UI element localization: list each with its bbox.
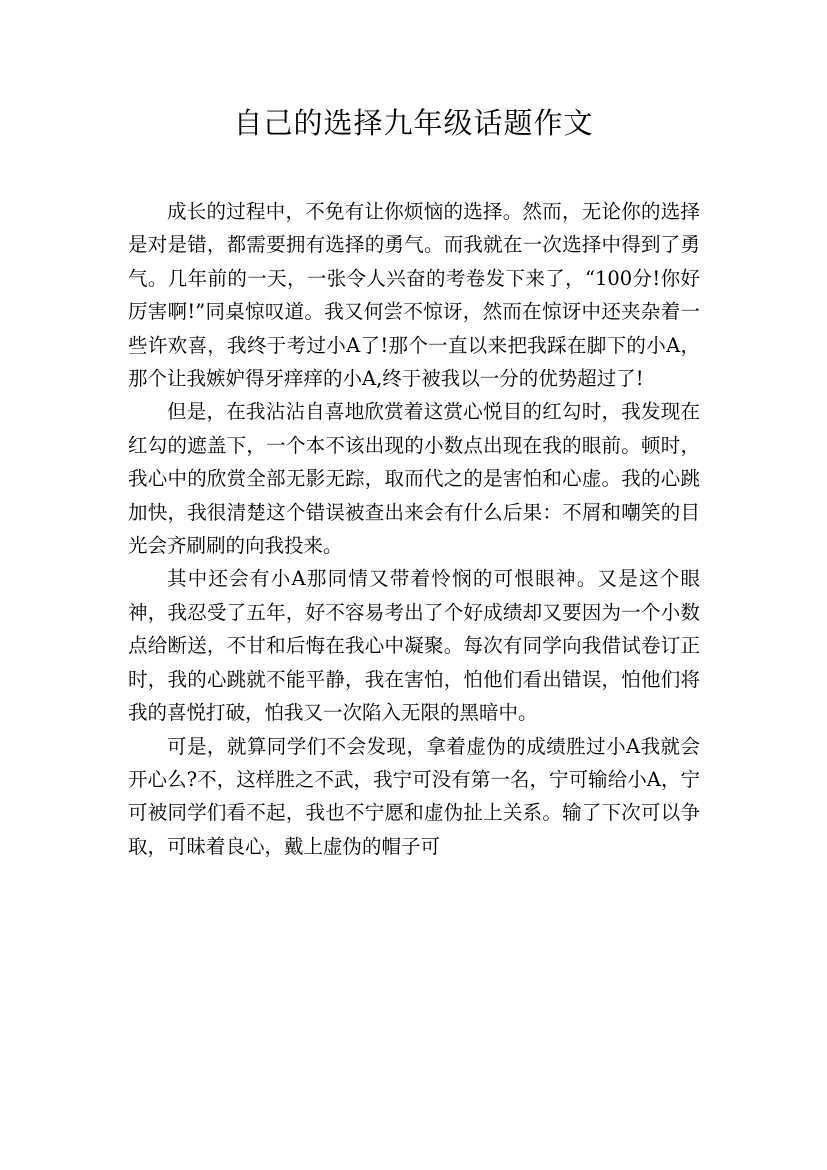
document-body [128, 195, 700, 863]
paragraph-1: 成长的过程中，不免有让你烦恼的选择。然而，无论你的选择是对是错，都需要拥有选择的勇气。而我就在一次选择中得到了勇气。几年前的一天，一张令人兴奋的考卷发下来了，“100分!你好厉害啊!”同桌惊叹道。我又何尝不惊讶，然而在惊讶中还夹杂着一些许欢喜，我终于考过小A了!那个一直以来把我踩在脚下的小A，那个让我嫉妒得牙痒痒的小A,终于被我以一分的优势超过了! [128, 200, 700, 391]
document-title: 自己的选择九年级话题作文 [233, 106, 594, 140]
paragraph-3: 其中还会有小A那同情又带着怜悯的可恨眼神。又是这个眼神，我忍受了五年，好不容易考出了个好成绩却又要因为一个小数点给断送，不甘和后悔在我心中凝聚。每次有同学向我借试卷订正时，我的心跳就不能平静，我在害怕，怕他们看出错误，怕他们将我的喜悦打破，怕我又一次陷入无限的黑暗中。 [128, 567, 700, 725]
paragraph-2: 但是，在我沾沾自喜地欣赏着这赏心悦目的红勾时，我发现在红勾的遮盖下，一个本不该出现的小数点出现在我的眼前。顿时，我心中的欣赏全部无影无踪，取而代之的是害怕和心虚。我的心跳加快，我很清楚这个错误被查出来会有什么后果：不屑和嘲笑的目光会齐刷刷的向我投来。 [128, 400, 700, 558]
paragraph-4: 可是，就算同学们不会发现，拿着虚伪的成绩胜过小A我就会开心么?不，这样胜之不武，我宁可没有第一名，宁可输给小A，宁可被同学们看不起，我也不宁愿和虚伪扯上关系。输了下次可以争取，可昧着良心，戴上虚伪的帽子可 [128, 734, 700, 858]
